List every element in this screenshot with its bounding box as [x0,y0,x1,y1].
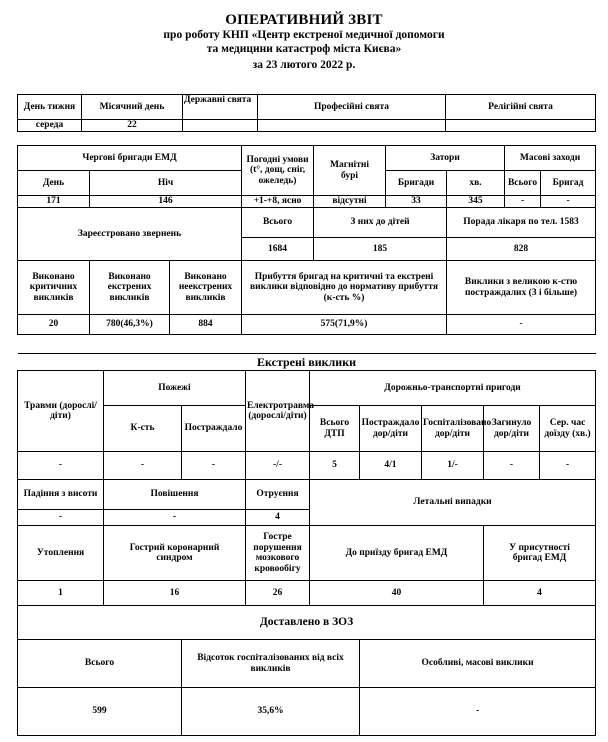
doctor-advice-value: 828 [447,238,596,261]
jams-minutes-value: 345 [447,196,505,208]
report-subtitle-1: про роботу КНП «Центр екстреної медичної допомоги [163,29,445,41]
acute-coronary-value: 16 [104,581,246,606]
registered-children-value: 185 [314,238,447,261]
mass-brigades-label: Бригад [541,171,596,196]
jams-brigades-value: 33 [386,196,447,208]
arrival-norm-value: 575(71,9%) [242,315,447,335]
emergency-calls-title: Екстрені виклики [18,354,596,371]
day-shift-value: 171 [18,196,90,208]
weekday-value: середа [18,120,82,132]
fires-victims-label: Постраждало [182,406,246,452]
rta-total-value: 5 [310,452,360,480]
registered-children-label: З них до дітей [314,208,447,238]
fires-count-label: К-сть [104,406,182,452]
death-in-presence-label: У присутності бригад ЕМД [484,526,596,581]
rta-hospitalized-value: 1/- [422,452,484,480]
jams-minutes-label: хв. [447,171,505,196]
hospitalized-percent-label: Відсоток госпіталізованих від всіх викликів [182,640,360,688]
delivered-title: Доставлено в ЗОЗ [18,606,596,640]
religious-holidays-label: Релігійні свята [446,95,596,120]
mass-casualty-value: - [447,315,596,335]
report-title: ОПЕРАТИВНИЙ ЗВІТ [225,12,383,28]
report-subtitle-2: та медицини катастроф міста Києва» [206,43,402,55]
special-calls-value: - [360,688,596,736]
weekday-label: День тижня [18,95,82,120]
rta-victims-value: 4/1 [360,452,422,480]
poisoning-value: 4 [246,510,310,526]
emergency-calls-value: 780(46,3%) [90,315,170,335]
professional-holidays-value [258,120,446,132]
delivered-total-value: 599 [18,688,182,736]
traffic-jams-label: Затори [386,146,505,171]
injuries-label: Травми (дорослі/діти) [18,371,104,452]
drowning-label: Утоплення [18,526,104,581]
weather-value: +1-+8, ясно [242,196,314,208]
death-in-presence-value: 4 [484,581,596,606]
report-date: за 23 лютого 2022 р. [252,59,356,71]
rta-dead-value: - [484,452,540,480]
mass-brigades-value: - [541,196,596,208]
duty-brigades-label: Чергові бригади ЕМД [18,146,242,171]
electrotrauma-label: Електротравма (дорослі/діти) [246,371,310,452]
religious-holidays-value [446,120,596,132]
day-shift-label: День [18,171,90,196]
death-before-arrival-label: До приїзду бригад ЕМД [310,526,484,581]
magnetic-storms-value: відсутні [314,196,386,208]
fires-label: Пожежі [104,371,246,406]
monthday-value: 22 [82,120,183,132]
night-shift-value: 146 [90,196,242,208]
emergency-calls-table [17,353,596,736]
rta-dead-label: Загинуло дор/діти [484,406,540,452]
stroke-value: 26 [246,581,310,606]
mass-casualty-label: Виклики з великою к-стю постраждалих (3 і більше) [447,261,596,315]
rta-arrival-time-label: Сер. час доїзду (хв.) [540,406,596,452]
emergency-calls-label: Виконано екстрених викликів [90,261,170,315]
fall-value: - [18,510,104,526]
hospitalized-percent-value: 35,6% [182,688,360,736]
electrotrauma-value: -/- [246,452,310,480]
registered-total-label: Всього [242,208,314,238]
rta-arrival-time-value: - [540,452,596,480]
fires-count-value: - [104,452,182,480]
road-accidents-label: Дорожньо-транспортні пригоди [310,371,596,406]
hanging-value: - [104,510,246,526]
rta-victims-label: Постраждало дор/діти [360,406,422,452]
hanging-label: Повішення [104,480,246,510]
fall-label: Падіння з висоти [18,480,104,510]
fires-victims-value: - [182,452,246,480]
night-shift-label: Ніч [90,171,242,196]
delivered-total-label: Всього [18,640,182,688]
monthday-label: Місячний день [82,95,183,120]
stroke-label: Гостре порушення мозкового кровообігу [246,526,310,581]
mass-total-label: Всього [505,171,541,196]
acute-coronary-label: Гострий коронарний синдром [104,526,246,581]
arrival-norm-label: Прибуття бригад на критичні та екстрені виклики відповідно до нормативу прибуття (к-сть %) [242,261,447,315]
registered-calls-label: Зареєстровано звернень [18,208,242,261]
drowning-value: 1 [18,581,104,606]
critical-calls-value: 20 [18,315,90,335]
mass-events-label: Масові заходи [505,146,596,171]
nonemergency-calls-value: 884 [170,315,242,335]
nonemergency-calls-label: Виконано неекстрених викликів [170,261,242,315]
operations-table [17,145,596,335]
special-calls-label: Особливі, масові виклики [360,640,596,688]
weather-label: Погодні умови (t°, дощ, сніг, ожеледь) [242,146,314,196]
critical-calls-label: Виконано критичних викликів [18,261,90,315]
jams-brigades-label: Бригади [386,171,447,196]
mass-total-value: - [505,196,541,208]
professional-holidays-label: Професійні свята [258,95,446,120]
death-before-arrival-value: 40 [310,581,484,606]
state-holidays-value [183,120,258,132]
rta-total-label: Всього ДТП [310,406,360,452]
magnetic-storms-label: Магнітні бурі [314,146,386,196]
state-holidays-label: Державні свята [183,95,258,120]
lethal-cases-label: Летальні випадки [310,480,596,526]
registered-total-value: 1684 [242,238,314,261]
calendar-table [17,94,596,132]
doctor-advice-label: Порада лікаря по тел. 1583 [447,208,596,238]
rta-hospitalized-label: Госпіталізовано дор/діти [422,406,484,452]
injuries-value: - [18,452,104,480]
poisoning-label: Отруєння [246,480,310,510]
